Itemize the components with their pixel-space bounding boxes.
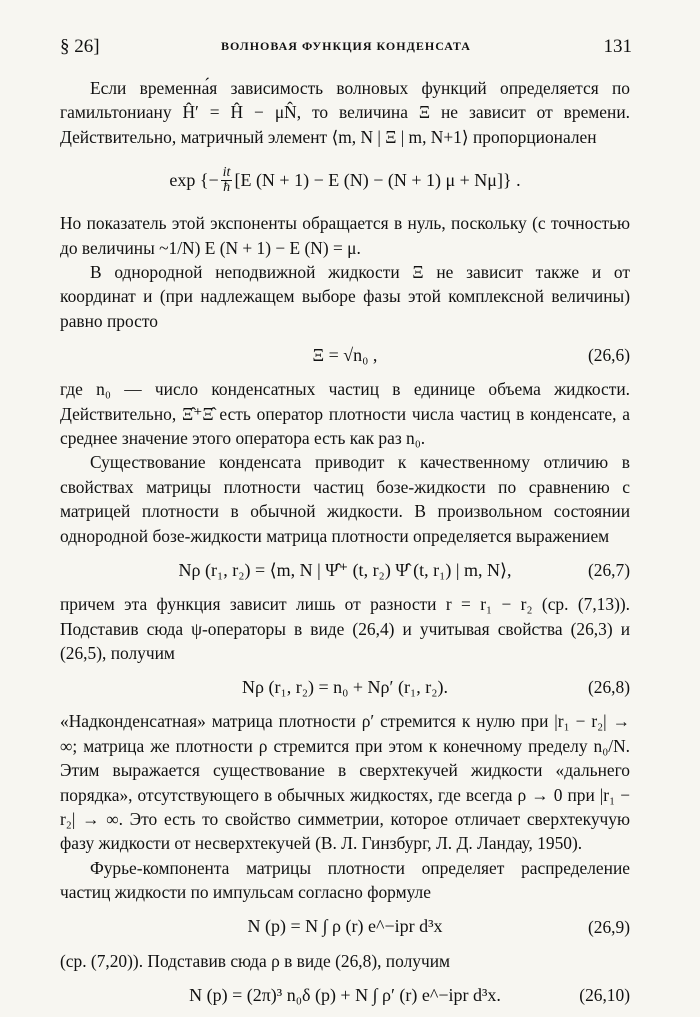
equation-26-7 <box>60 548 630 592</box>
equation-body: Nρ (r₁, r₂) = ⟨m, N | Ψ̂⁺ (t, r₂) Ψ̂ (t, r₁) | m, N⟩, <box>178 559 512 580</box>
paragraph: Фурье-компонента матрицы плотности определяет распределение частиц жидкости по импульсам согласно формуле <box>60 857 630 903</box>
running-title: ВОЛНОВАЯ ФУНКЦИЯ КОНДЕНСАТА <box>221 39 471 53</box>
equation-26-8 <box>60 665 630 709</box>
equation-26-9 <box>60 905 630 949</box>
equation-body: N (p) = N ∫ ρ (r) e^−ipr d³x <box>247 916 443 937</box>
equation-exp-body: [E (N + 1) − E (N) − (N + 1) μ + Nμ]} . <box>234 170 521 191</box>
equation-body: N (p) = (2π)³ n₀δ (p) + N ∫ ρ′ (r) e^−ipr d³x. <box>189 984 501 1005</box>
equation-number: (26,6) <box>587 345 630 366</box>
page-number: 131 <box>603 36 632 57</box>
fraction-numerator: it <box>222 164 231 180</box>
paragraph: где n₀ — число конденсатных частиц в единице объема жидкости. Действительно, Ξ̂⁺Ξ̂ есть оператор плотности числа частиц в конденсате, а среднее значение этого оператора есть как раз n₀. <box>60 379 630 449</box>
equation-exp <box>60 149 630 211</box>
paragraph: Но показатель этой экспоненты обращается в нуль, поскольку (с точностью до величины ~1/N) E (N + 1) − E (N) = μ. <box>60 213 630 258</box>
equation-body: Ξ = √n₀ , <box>312 345 378 366</box>
equation-number: (26,7) <box>587 559 630 580</box>
paragraph: (ср. (7,20)). Подставив сюда ρ в виде (26,8), получим <box>60 950 451 971</box>
equation-26-6 <box>60 333 630 377</box>
section-mark: § 26] <box>60 36 100 57</box>
paragraph: Если временна́я зависимость волновых функций определяется по гамильтониану Ĥ′ = Ĥ − μN̂, то величина Ξ не зависит от времени. Действительно, матричный элемент ⟨m, N | Ξ | m, N+1⟩ пропорционален <box>60 78 630 147</box>
equation-exp-prefix: exp {− <box>169 170 219 191</box>
equation-number: (26,9) <box>587 916 630 937</box>
page-body <box>60 76 630 1017</box>
fraction-it-over-hbar <box>221 166 233 195</box>
fraction-denominator: ħ <box>223 179 231 195</box>
paragraph: В однородной неподвижной жидкости Ξ не зависит также и от координат и (при надлежащем выборе фазы этой комплексной величины) равно просто <box>60 262 630 331</box>
paragraph: «Надконденсатная» матрица плотности ρ′ стремится к нулю при |r₁ − r₂| → ∞; матрица же плотности ρ стремится при этом к конечному пределу n₀/N. Этим выражается существование в сверхтекучей жидкости «дальнего порядка», отсутствующего в обычных жидкостях, где всегда ρ → 0 при |r₁ − r₂| → ∞. Это есть то свойство симметрии, которое отличает сверхтекучую фазу жидкости от несверхтекучей (В. Л. Гинзбург, Л. Д. Ландау, 1950). <box>60 711 630 854</box>
paragraph: причем эта функция зависит лишь от разности r = r₁ − r₂ (ср. (7,13)). Подставив сюда ψ-операторы в виде (26,4) и учитывая свойства (26,3) и (26,5), получим <box>60 594 630 663</box>
equation-number: (26,8) <box>587 677 630 698</box>
paragraph: Существование конденсата приводит к качественному отличию в свойствах матрицы плотности частиц бозе-жидкости по сравнению с матрицей плотности в обычной жидкости. В произвольном состоянии однородной бозе-жидкости матрица плотности определяется выражением <box>60 452 630 546</box>
equation-body: Nρ (r₁, r₂) = n₀ + Nρ′ (r₁, r₂). <box>241 677 449 698</box>
running-header <box>60 36 632 62</box>
equation-26-10 <box>60 973 630 1017</box>
equation-number: (26,10) <box>579 984 630 1005</box>
